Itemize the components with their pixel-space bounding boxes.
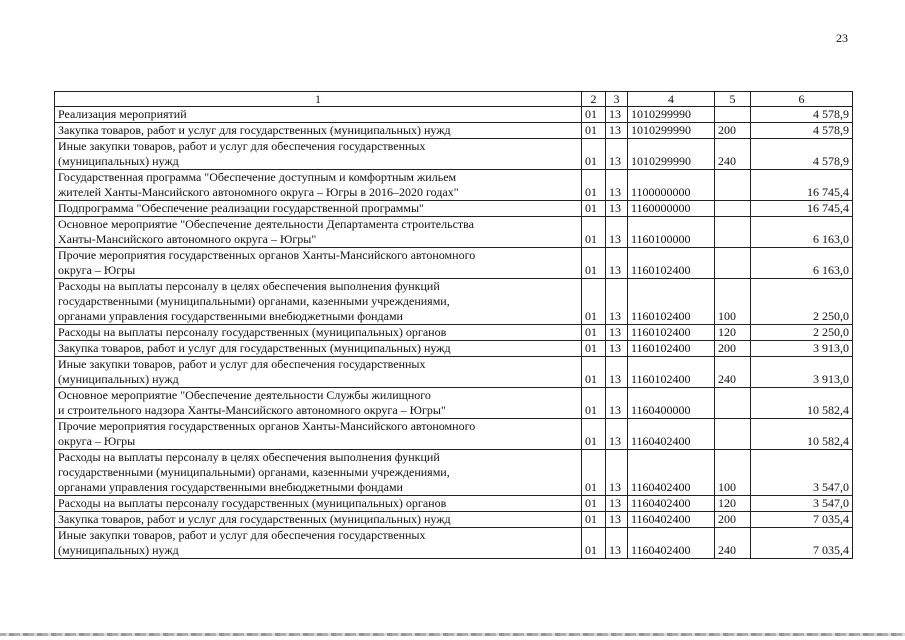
cell-amount: 10 582,4 <box>751 419 853 450</box>
cell-section: 01 <box>582 496 606 512</box>
cell-subsection: 13 <box>606 388 628 419</box>
cell-amount: 6 163,0 <box>751 217 853 248</box>
cell-subsection: 13 <box>606 419 628 450</box>
cell-subsection: 13 <box>606 325 628 341</box>
cell-section: 01 <box>582 107 606 123</box>
cell-name: Закупка товаров, работ и услуг для государственных (муниципальных) нужд <box>55 512 582 528</box>
header-target-article: 4 <box>628 92 715 107</box>
cell-section: 01 <box>582 217 606 248</box>
table-row <box>55 496 853 512</box>
table-row <box>55 419 853 450</box>
cell-name: Расходы на выплаты персоналу государственных (муниципальных) органов <box>55 325 582 341</box>
header-expense-type: 5 <box>715 92 751 107</box>
cell-amount: 16 745,4 <box>751 201 853 217</box>
cell-name: Расходы на выплаты персоналу государственных (муниципальных) органов <box>55 496 582 512</box>
budget-table <box>54 91 853 559</box>
cell-target-article: 1160102400 <box>628 357 715 388</box>
cell-target-article: 1160100000 <box>628 217 715 248</box>
cell-section: 01 <box>582 139 606 170</box>
cell-target-article: 1010299990 <box>628 139 715 170</box>
cell-section: 01 <box>582 123 606 139</box>
cell-name: Иные закупки товаров, работ и услуг для обеспечения государственных (муниципальных) нужд <box>55 357 582 388</box>
table-row <box>55 123 853 139</box>
cell-subsection: 13 <box>606 201 628 217</box>
cell-subsection: 13 <box>606 279 628 325</box>
cell-expense-type: 120 <box>715 496 751 512</box>
cell-amount: 4 578,9 <box>751 123 853 139</box>
table-row <box>55 450 853 496</box>
cell-target-article: 1100000000 <box>628 170 715 201</box>
cell-amount: 10 582,4 <box>751 388 853 419</box>
cell-expense-type: 120 <box>715 325 751 341</box>
cell-expense-type: 200 <box>715 123 751 139</box>
cell-subsection: 13 <box>606 512 628 528</box>
table-body <box>55 107 853 559</box>
cell-subsection: 13 <box>606 357 628 388</box>
cell-name: Иные закупки товаров, работ и услуг для обеспечения государственных (муниципальных) нужд <box>55 139 582 170</box>
cell-amount: 7 035,4 <box>751 512 853 528</box>
cell-name: Государственная программа "Обеспечение доступным и комфортным жильем жителей Ханты-Мансийского автономного округа – Югры в 2016–2020 годах" <box>55 170 582 201</box>
table-row <box>55 107 853 123</box>
cell-section: 01 <box>582 388 606 419</box>
cell-target-article: 1160102400 <box>628 341 715 357</box>
cell-amount: 7 035,4 <box>751 528 853 559</box>
cell-expense-type <box>715 388 751 419</box>
table-row <box>55 279 853 325</box>
cell-subsection: 13 <box>606 170 628 201</box>
scan-edge-line <box>0 633 905 636</box>
cell-section: 01 <box>582 528 606 559</box>
cell-subsection: 13 <box>606 139 628 170</box>
cell-name: Реализация мероприятий <box>55 107 582 123</box>
table-header <box>55 92 853 107</box>
cell-target-article: 1160402400 <box>628 419 715 450</box>
table-row <box>55 341 853 357</box>
cell-amount: 4 578,9 <box>751 139 853 170</box>
cell-expense-type <box>715 248 751 279</box>
cell-amount: 16 745,4 <box>751 170 853 201</box>
cell-amount: 3 547,0 <box>751 496 853 512</box>
header-name: 1 <box>55 92 582 107</box>
cell-amount: 3 913,0 <box>751 341 853 357</box>
cell-subsection: 13 <box>606 341 628 357</box>
cell-expense-type: 200 <box>715 512 751 528</box>
cell-amount: 4 578,9 <box>751 107 853 123</box>
cell-expense-type <box>715 170 751 201</box>
cell-section: 01 <box>582 248 606 279</box>
cell-expense-type: 100 <box>715 279 751 325</box>
cell-subsection: 13 <box>606 528 628 559</box>
cell-section: 01 <box>582 325 606 341</box>
table-row <box>55 217 853 248</box>
cell-subsection: 13 <box>606 496 628 512</box>
header-subsection: 3 <box>606 92 628 107</box>
cell-expense-type: 200 <box>715 341 751 357</box>
cell-amount: 2 250,0 <box>751 325 853 341</box>
header-amount: 6 <box>751 92 853 107</box>
cell-expense-type <box>715 217 751 248</box>
cell-section: 01 <box>582 341 606 357</box>
cell-amount: 3 913,0 <box>751 357 853 388</box>
cell-expense-type <box>715 201 751 217</box>
cell-name: Подпрограмма "Обеспечение реализации государственной программы" <box>55 201 582 217</box>
cell-section: 01 <box>582 512 606 528</box>
cell-amount: 6 163,0 <box>751 248 853 279</box>
cell-expense-type <box>715 419 751 450</box>
header-section: 2 <box>582 92 606 107</box>
cell-name: Прочие мероприятия государственных органов Ханты-Мансийского автономного округа – Югры <box>55 419 582 450</box>
cell-section: 01 <box>582 201 606 217</box>
cell-expense-type: 100 <box>715 450 751 496</box>
cell-expense-type: 240 <box>715 139 751 170</box>
table-row <box>55 170 853 201</box>
cell-name: Основное мероприятие "Обеспечение деятельности Департамента строительства Ханты-Мансийского автономного округа – Югры" <box>55 217 582 248</box>
cell-target-article: 1160102400 <box>628 279 715 325</box>
table-row <box>55 528 853 559</box>
cell-target-article: 1160402400 <box>628 512 715 528</box>
cell-name: Расходы на выплаты персоналу в целях обеспечения выполнения функций государственными (муниципальными) органами, казенными учреждениями, органами управления государственными внебюджетными фондами <box>55 450 582 496</box>
cell-subsection: 13 <box>606 248 628 279</box>
cell-target-article: 1160402400 <box>628 528 715 559</box>
table-row <box>55 139 853 170</box>
cell-section: 01 <box>582 279 606 325</box>
cell-subsection: 13 <box>606 107 628 123</box>
cell-target-article: 1010299990 <box>628 107 715 123</box>
cell-target-article: 1160102400 <box>628 325 715 341</box>
cell-section: 01 <box>582 419 606 450</box>
cell-target-article: 1160102400 <box>628 248 715 279</box>
table-row <box>55 357 853 388</box>
cell-name: Иные закупки товаров, работ и услуг для обеспечения государственных (муниципальных) нужд <box>55 528 582 559</box>
cell-expense-type: 240 <box>715 357 751 388</box>
cell-name: Расходы на выплаты персоналу в целях обеспечения выполнения функций государственными (муниципальными) органами, казенными учреждениями, органами управления государственными внебюджетными фондами <box>55 279 582 325</box>
cell-expense-type: 240 <box>715 528 751 559</box>
cell-name: Прочие мероприятия государственных органов Ханты-Мансийского автономного округа – Югры <box>55 248 582 279</box>
cell-section: 01 <box>582 170 606 201</box>
cell-amount: 2 250,0 <box>751 279 853 325</box>
cell-name: Основное мероприятие "Обеспечение деятельности Службы жилищного и строительного надзора Ханты-Мансийского автономного округа – Югры" <box>55 388 582 419</box>
cell-section: 01 <box>582 357 606 388</box>
cell-expense-type <box>715 107 751 123</box>
table-row <box>55 248 853 279</box>
cell-name: Закупка товаров, работ и услуг для государственных (муниципальных) нужд <box>55 123 582 139</box>
cell-subsection: 13 <box>606 123 628 139</box>
table-row <box>55 201 853 217</box>
table-row <box>55 325 853 341</box>
cell-target-article: 1160000000 <box>628 201 715 217</box>
cell-subsection: 13 <box>606 217 628 248</box>
cell-subsection: 13 <box>606 450 628 496</box>
header-row <box>55 92 853 107</box>
cell-section: 01 <box>582 450 606 496</box>
cell-target-article: 1160402400 <box>628 450 715 496</box>
cell-amount: 3 547,0 <box>751 450 853 496</box>
table-row <box>55 388 853 419</box>
page-number: 23 <box>836 31 848 45</box>
cell-target-article: 1160402400 <box>628 496 715 512</box>
table-row <box>55 512 853 528</box>
cell-target-article: 1160400000 <box>628 388 715 419</box>
cell-name: Закупка товаров, работ и услуг для государственных (муниципальных) нужд <box>55 341 582 357</box>
cell-target-article: 1010299990 <box>628 123 715 139</box>
